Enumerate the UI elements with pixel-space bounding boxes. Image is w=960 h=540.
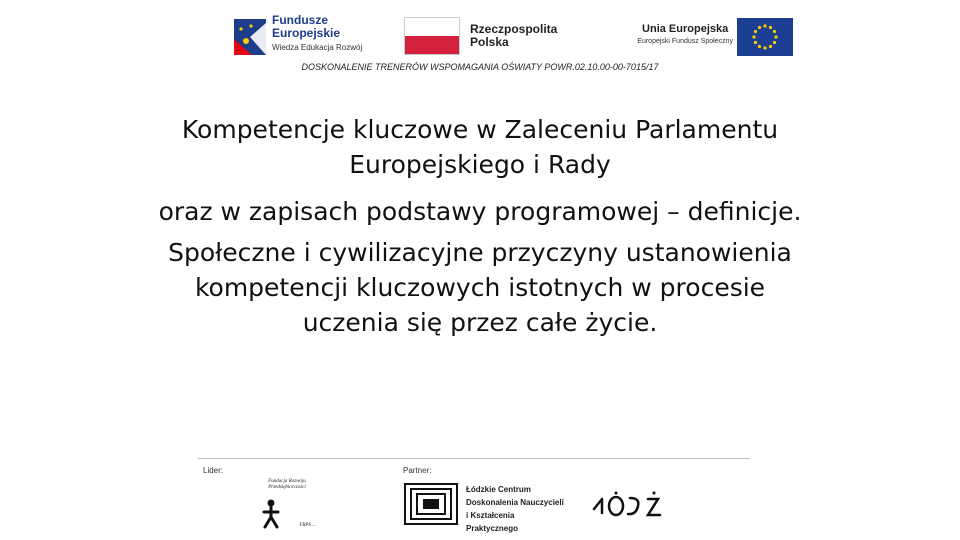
lider-logo bbox=[256, 477, 318, 531]
partner-org-line3: i Kształcenia Praktycznego bbox=[466, 511, 519, 533]
lodz-logo-icon bbox=[590, 489, 670, 519]
fundusze-europejskie-logo bbox=[228, 13, 378, 59]
eu-star-icon bbox=[773, 30, 776, 33]
project-line: DOSKONALENIE TRENERÓW WSPOMAGANIA OŚWIATY POWR.02.10.00-00-7015/17 bbox=[301, 62, 659, 72]
fundusze-subtitle: Wiedza Edukacja Rozwój bbox=[272, 43, 363, 52]
fundusze-line1: Fundusze bbox=[272, 13, 328, 27]
partners-footer bbox=[198, 458, 750, 535]
unia-text bbox=[637, 23, 733, 45]
rzeczpospolita-logo bbox=[404, 17, 579, 57]
fundusze-europejskie-icon bbox=[232, 17, 268, 57]
partner-label: Partner: bbox=[403, 466, 432, 475]
partner-org-line1: Łódzkie Centrum bbox=[466, 485, 531, 494]
eu-star-icon bbox=[763, 24, 766, 27]
title-line-6: uczenia się przez całe życie. bbox=[302, 308, 658, 337]
eu-star-icon bbox=[769, 26, 772, 29]
eu-star-icon bbox=[754, 41, 757, 44]
lider-label: Lider: bbox=[203, 466, 224, 475]
rzeczpospolita-line1: Rzeczpospolita bbox=[470, 22, 558, 36]
lcdnikp-logo bbox=[404, 483, 564, 533]
eu-star-icon bbox=[758, 45, 761, 48]
polish-flag-icon bbox=[404, 17, 460, 55]
eu-star-icon bbox=[774, 35, 777, 38]
partner-org-line2: Doskonalenia Nauczycieli bbox=[466, 498, 564, 507]
fundusze-line2: Europejskie bbox=[272, 26, 341, 40]
title-line-5: kompetencji kluczowych istotnych w procesie bbox=[194, 273, 766, 302]
title-line-4: Społeczne i cywilizacyjne przyczyny ustanowienia bbox=[168, 238, 792, 267]
rzeczpospolita-text bbox=[470, 23, 557, 49]
lider-org-line1: Fundacja Rozwoju bbox=[268, 479, 306, 484]
partner-org-name bbox=[466, 483, 564, 535]
title-line-2: Europejskiego i Rady bbox=[349, 150, 611, 179]
walking-person-icon bbox=[260, 499, 282, 529]
fundusze-text bbox=[272, 14, 340, 40]
slide-title bbox=[40, 112, 920, 340]
eu-star-icon bbox=[752, 35, 755, 38]
eu-star-icon bbox=[773, 41, 776, 44]
title-line-3: oraz w zapisach podstawy programowej – definicje. bbox=[158, 197, 802, 226]
eu-star-icon bbox=[763, 46, 766, 49]
title-line-1: Kompetencje kluczowe w Zaleceniu Parlamentu bbox=[181, 115, 779, 144]
eu-star-icon bbox=[758, 26, 761, 29]
unia-europejska-logo bbox=[598, 17, 793, 57]
lider-org-small: FRPS ... bbox=[299, 523, 316, 528]
unia-subtitle: Europejski Fundusz Społeczny bbox=[637, 38, 733, 45]
eu-flag-icon bbox=[737, 18, 793, 56]
lider-org-name bbox=[256, 479, 318, 491]
concentric-squares-icon bbox=[404, 483, 458, 525]
eu-star-icon bbox=[754, 30, 757, 33]
logo-bar bbox=[228, 10, 793, 62]
unia-title: Unia Europejska bbox=[642, 23, 729, 35]
rzeczpospolita-line2: Polska bbox=[470, 35, 509, 49]
eu-star-icon bbox=[769, 45, 772, 48]
lider-org-line2: Przedsiębiorczości bbox=[268, 485, 306, 490]
